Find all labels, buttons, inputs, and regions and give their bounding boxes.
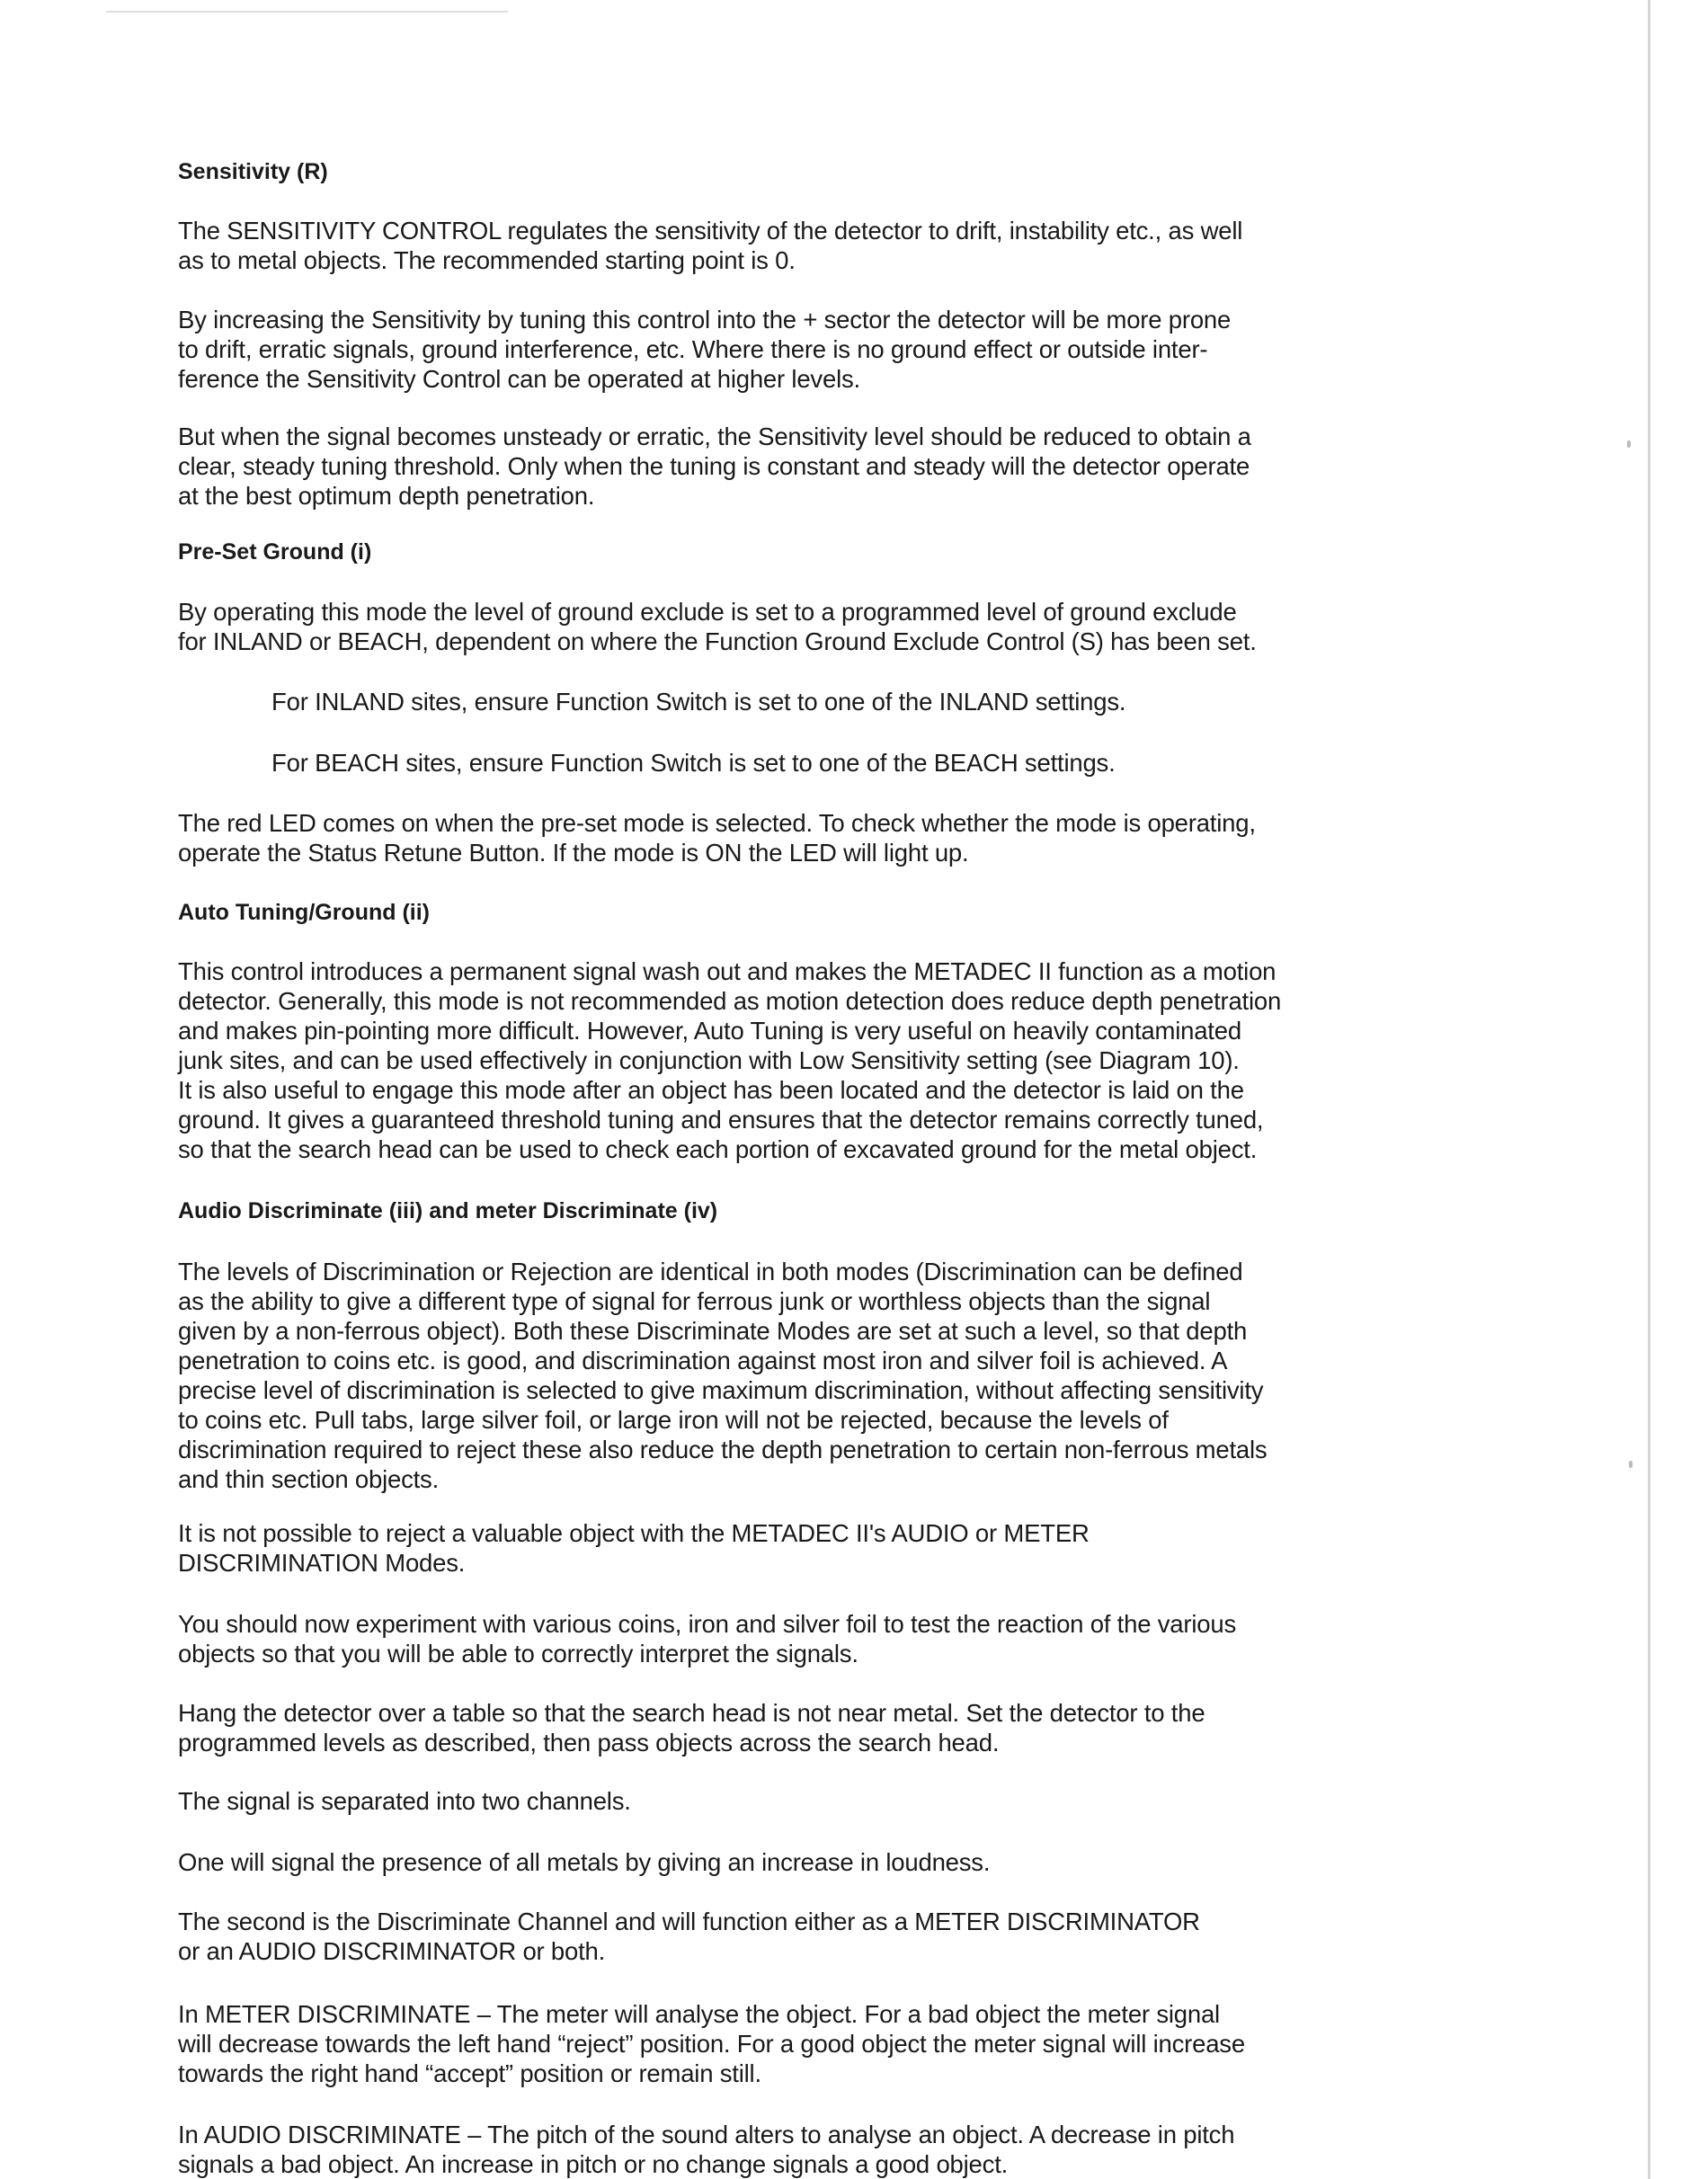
text-line: so that the search head can be used to check each portion of excavated ground for the metal object. bbox=[178, 1135, 1258, 1163]
paragraph bbox=[178, 1257, 1267, 1494]
text-line: for INLAND or BEACH, dependent on where the Function Ground Exclude Control (S) has been set. bbox=[178, 627, 1257, 655]
text-line: Sensitivity (R) bbox=[178, 159, 328, 184]
text-line: junk sites, and can be used effectively in conjunction with Low Sensitivity setting (see Diagram 10). bbox=[178, 1046, 1240, 1074]
text-line: penetration to coins etc. is good, and discrimination against most iron and silver foil is achieved. A bbox=[178, 1347, 1228, 1374]
text-line: ference the Sensitivity Control can be operated at higher levels. bbox=[178, 365, 860, 393]
text-line: given by a non-ferrous object). Both these Discriminate Modes are set at such a level, so that depth bbox=[178, 1317, 1248, 1345]
scan-speck bbox=[1627, 440, 1631, 448]
text-line: For BEACH sites, ensure Function Switch is set to one of the BEACH settings. bbox=[271, 749, 1116, 777]
text-line: to drift, erratic signals, ground interference, etc. Where there is no ground effect or outside inter- bbox=[178, 335, 1208, 363]
text-line: as the ability to give a different type of signal for ferrous junk or worthless objects than the signal bbox=[178, 1287, 1211, 1315]
text-line: Auto Tuning/Ground (ii) bbox=[178, 900, 431, 925]
section-heading bbox=[178, 1196, 717, 1226]
text-line: ground. It gives a guaranteed threshold tuning and ensures that the detector remains correctly tuned, bbox=[178, 1106, 1264, 1134]
text-line: or an AUDIO DISCRIMINATOR or both. bbox=[178, 1937, 606, 1965]
text-line: By increasing the Sensitivity by tuning this control into the + sector the detector will be more prone bbox=[178, 306, 1232, 334]
text-line: One will signal the presence of all metals by giving an increase in loudness. bbox=[178, 1848, 991, 1876]
text-line: Hang the detector over a table so that the search head is not near metal. Set the detector to the bbox=[178, 1699, 1205, 1727]
text-line: will decrease towards the left hand “reject” position. For a good object the meter signal will increase bbox=[178, 2030, 1245, 2058]
text-line: operate the Status Retune Button. If the mode is ON the LED will light up. bbox=[178, 839, 969, 867]
paragraph bbox=[178, 1609, 1236, 1668]
text-line: This control introduces a permanent signal wash out and makes the METADEC II function as a motion bbox=[178, 957, 1277, 985]
paragraph bbox=[178, 422, 1251, 511]
paragraph bbox=[178, 956, 1281, 1164]
text-line: The levels of Discrimination or Rejection are identical in both modes (Discrimination can be defined bbox=[178, 1258, 1243, 1285]
text-line: at the best optimum depth penetration. bbox=[178, 482, 595, 510]
page-edge-line bbox=[106, 11, 508, 13]
text-line: as to metal objects. The recommended starting point is 0. bbox=[178, 246, 796, 274]
text-line: The SENSITIVITY CONTROL regulates the sensitivity of the detector to drift, instability etc., as well bbox=[178, 217, 1243, 245]
text-line: precise level of discrimination is selected to give maximum discrimination, without affecting sensitivity bbox=[178, 1376, 1264, 1404]
text-line: and thin section objects. bbox=[178, 1465, 440, 1493]
text-line: to coins etc. Pull tabs, large silver foil, or large iron will not be rejected, because the levels of bbox=[178, 1406, 1169, 1434]
text-line: It is not possible to reject a valuable object with the METADEC II's AUDIO or METER bbox=[178, 1519, 1090, 1547]
text-line: In METER DISCRIMINATE – The meter will analyse the object. For a bad object the meter signal bbox=[178, 2000, 1220, 2028]
paragraph bbox=[271, 748, 1116, 778]
paragraph bbox=[178, 305, 1231, 394]
text-line: It is also useful to engage this mode after an object has been located and the detector is laid on the bbox=[178, 1076, 1244, 1104]
text-line: discrimination required to reject these also reduce the depth penetration to certain non-ferrous metals bbox=[178, 1436, 1268, 1463]
paragraph bbox=[271, 687, 1125, 716]
section-heading bbox=[178, 157, 328, 187]
section-heading bbox=[178, 538, 371, 567]
text-line: By operating this mode the level of ground exclude is set to a programmed level of ground exclude bbox=[178, 598, 1237, 626]
text-line: detector. Generally, this mode is not recommended as motion detection does reduce depth penetration bbox=[178, 987, 1282, 1015]
text-line: But when the signal becomes unsteady or erratic, the Sensitivity level should be reduced to obtain a bbox=[178, 422, 1251, 450]
paragraph bbox=[178, 1518, 1090, 1578]
section-heading bbox=[178, 898, 430, 928]
text-line: Audio Discriminate (iii) and meter Discriminate (iv) bbox=[178, 1198, 718, 1223]
page-right-edge bbox=[1648, 0, 1650, 2179]
text-line: programmed levels as described, then pass objects across the search head. bbox=[178, 1729, 1000, 1757]
scan-speck bbox=[1629, 1461, 1632, 1468]
text-line: The second is the Discriminate Channel and will function either as a METER DISCRIMINATOR bbox=[178, 1908, 1200, 1935]
paragraph bbox=[178, 808, 1256, 867]
paragraph bbox=[178, 597, 1257, 656]
paragraph bbox=[178, 1847, 990, 1877]
text-line: and makes pin-pointing more difficult. However, Auto Tuning is very useful on heavily contaminated bbox=[178, 1017, 1241, 1045]
text-line: For INLAND sites, ensure Function Switch is set to one of the INLAND settings. bbox=[271, 688, 1126, 716]
paragraph bbox=[178, 1786, 631, 1816]
paragraph bbox=[178, 2120, 1234, 2179]
paragraph bbox=[178, 216, 1242, 275]
text-line: The signal is separated into two channels. bbox=[178, 1787, 631, 1815]
paragraph bbox=[178, 1698, 1205, 1757]
text-line: clear, steady tuning threshold. Only when the tuning is constant and steady will the detector operate bbox=[178, 452, 1250, 480]
text-line: objects so that you will be able to correctly interpret the signals. bbox=[178, 1640, 858, 1668]
text-line: DISCRIMINATION Modes. bbox=[178, 1549, 466, 1577]
text-line: The red LED comes on when the pre-set mode is selected. To check whether the mode is operating, bbox=[178, 809, 1256, 837]
paragraph bbox=[178, 1999, 1245, 2088]
text-line: You should now experiment with various coins, iron and silver foil to test the reaction of the various bbox=[178, 1610, 1237, 1638]
text-line: towards the right hand “accept” position or remain still. bbox=[178, 2059, 761, 2087]
paragraph bbox=[178, 1907, 1200, 1966]
text-line: signals a bad object. An increase in pitch or no change signals a good object. bbox=[178, 2150, 1009, 2178]
text-line: In AUDIO DISCRIMINATE – The pitch of the sound alters to analyse an object. A decrease in pitch bbox=[178, 2121, 1235, 2148]
text-line: Pre-Set Ground (i) bbox=[178, 539, 372, 565]
